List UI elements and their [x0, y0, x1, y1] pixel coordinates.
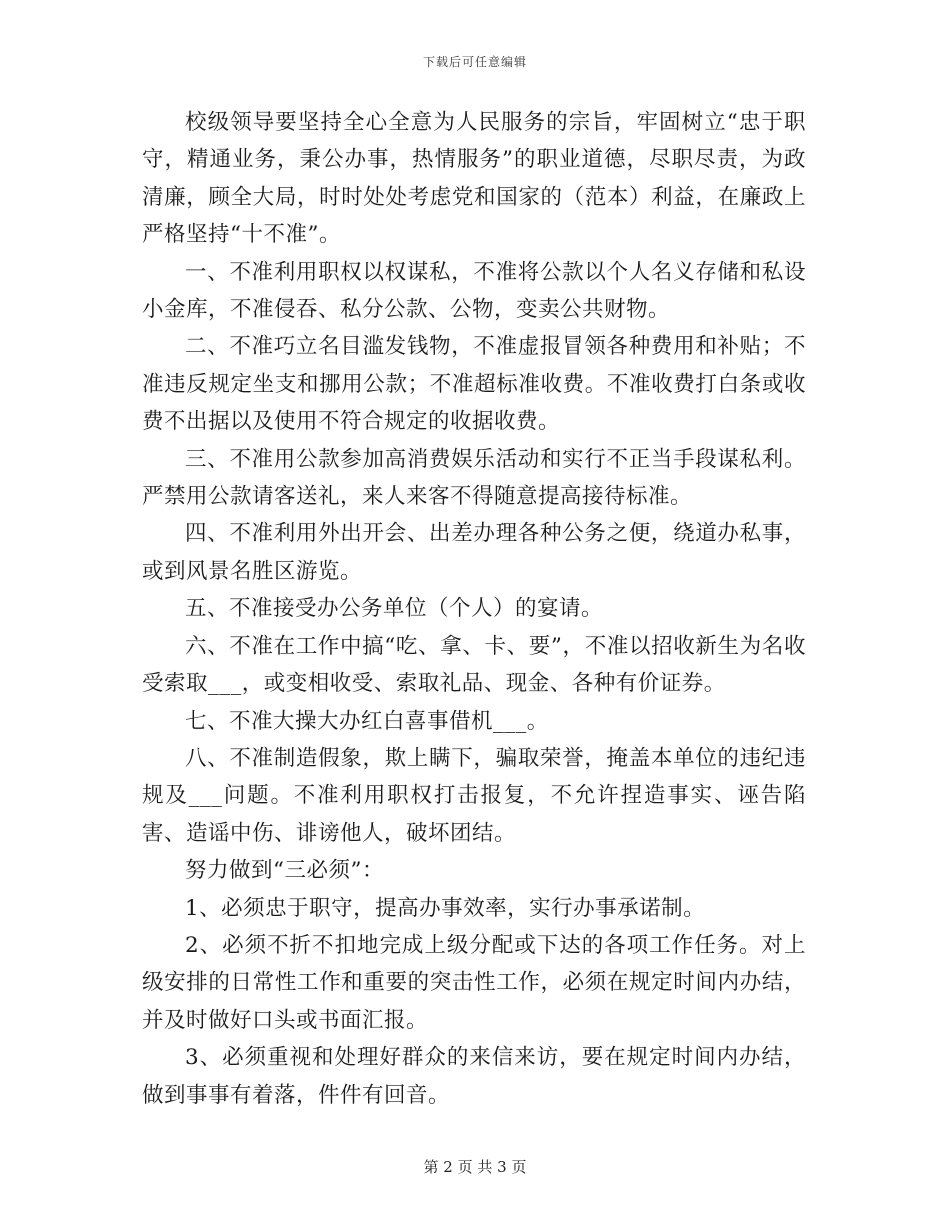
paragraph-rule-8: 八、不准制造假象，欺上瞒下，骗取荣誉，掩盖本单位的违纪违规及___问题。不准利用职权打击报复，不允许捏造事实、诬告陷害、造谣中伤、诽谤他人，破坏团结。 [142, 745, 806, 846]
paragraph-rule-7: 七、不准大操大办红白喜事借机___。 [185, 708, 549, 734]
document-body [142, 104, 806, 1114]
paragraph-rule-1: 一、不准利用职权以权谋私，不准将公款以个人名义存储和私设小金库，不准侵吞、私分公款、公物，变卖公共财物。 [142, 259, 806, 323]
paragraph-rule-2: 二、不准巧立名目滥发钱物，不准虚报冒领各种费用和补贴；不准违反规定坐支和挪用公款；不准超标准收费。不准收费打白条或收费不出据以及使用不符合规定的收据收费。 [142, 334, 806, 435]
page-header: 下载后可任意编辑 [422, 55, 527, 69]
page-number: 第 2 页 共 3 页 [423, 1158, 527, 1176]
paragraph-rule-6: 六、不准在工作中搞“吃、拿、卡、要”，不准以招收新生为名收受索取___，或变相收受、索取礼品、现金、各种有价证券。 [142, 633, 806, 697]
paragraph-intro: 校级领导要坚持全心全意为人民服务的宗旨，牢固树立“忠于职守，精通业务，秉公办事，热情服务”的职业道德，尽职尽责，为政清廉，顾全大局，时时处处考虑党和国家的（范本）利益，在廉政上严格坚持“十不准”。 [142, 110, 806, 248]
paragraph-must-1: 1、必须忠于职守，提高办事效率，实行办事承诺制。 [185, 895, 706, 921]
paragraph-rule-4: 四、不准利用外出开会、出差办理各种公务之便，绕道办私事，或到风景名胜区游览。 [142, 521, 806, 584]
paragraph-rule-5: 五、不准接受办公务单位（个人）的宴请。 [185, 596, 604, 622]
paragraph-must-3: 3、必须重视和处理好群众的来信来访，要在规定时间内办结，做到事事有着落，件件有回音。 [142, 1045, 806, 1108]
paragraph-rule-3: 三、不准用公款参加高消费娱乐活动和实行不正当手段谋私利。严禁用公款请客送礼，来人来客不得随意提高接待标准。 [142, 446, 806, 510]
paragraph-must-2: 2、必须不折不扣地完成上级分配或下达的各项工作任务。对上级安排的日常性工作和重要的突击性工作，必须在规定时间内办结，并及时做好口头或书面汇报。 [142, 932, 806, 1033]
paragraph-three-musts-heading: 努力做到“三必须”： [185, 858, 384, 884]
